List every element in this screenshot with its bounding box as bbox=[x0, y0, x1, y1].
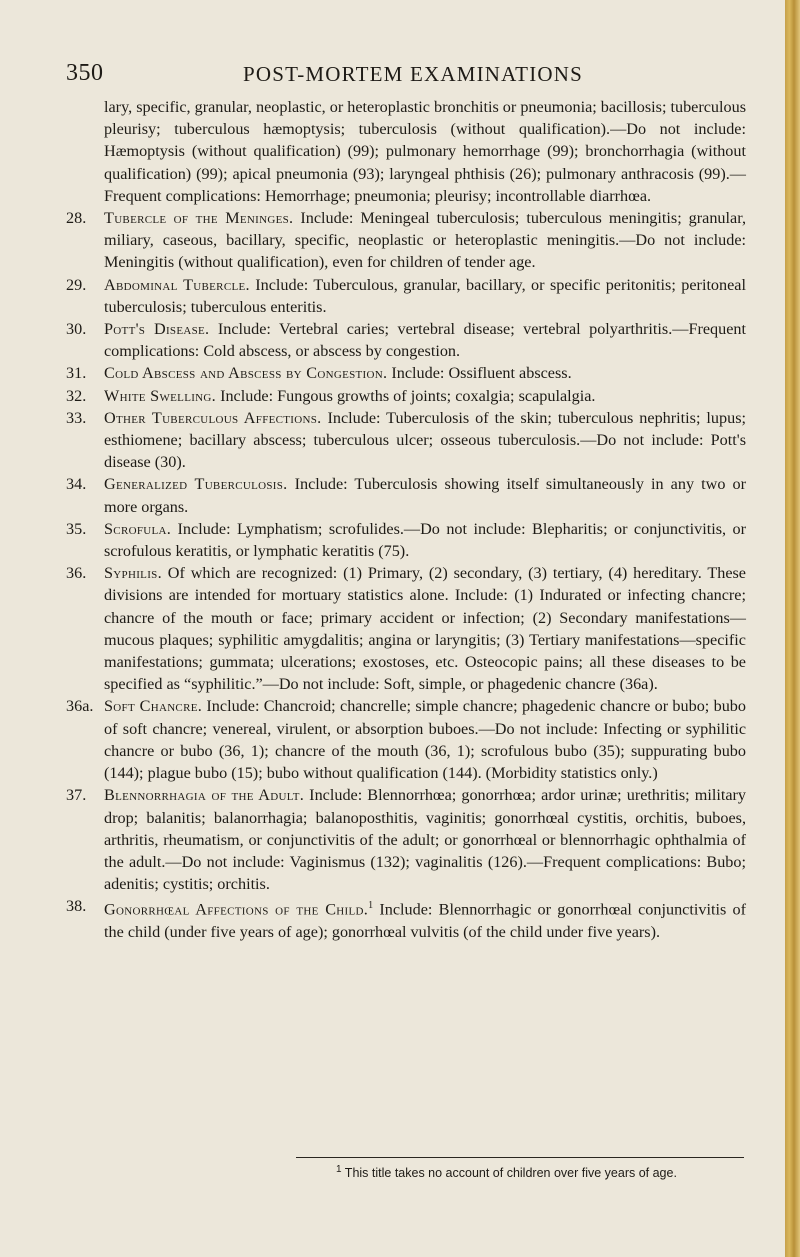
entry-text: Include: Fungous growths of joints; coxalgia; scapulalgia. bbox=[216, 386, 596, 405]
entry-title: Soft Chancre. bbox=[104, 697, 203, 716]
entry-title: Generalized Tuberculosis. bbox=[104, 475, 288, 494]
entry-title: Tubercle of the Meninges. bbox=[104, 209, 294, 228]
footnote-reference[interactable]: 1 bbox=[368, 900, 374, 912]
page-header bbox=[66, 60, 760, 100]
entry-text: Include: Blennorrhagic or gonorrhœal conjunctivitis of the child (under five years of age); gonorrhœal vulvitis (of the child under five years). bbox=[104, 900, 746, 941]
entry-number: 34. bbox=[66, 475, 87, 494]
entry-30 bbox=[66, 318, 746, 362]
entry-text: Include: Ossifluent abscess. bbox=[387, 364, 572, 383]
entry-title: Scrofula. bbox=[104, 519, 172, 538]
entry-number: 31. bbox=[66, 364, 87, 383]
page-number: 350 bbox=[66, 60, 104, 86]
entry-38 bbox=[66, 895, 746, 943]
continued-paragraph: lary, specific, granular, neoplastic, or heteroplastic bronchitis or pneumonia; bacillosis; tuberculous pleurisy; tuberculous hæmoptysis; tuberculosis (without qualification).—Do not include: Hæmoptysis (without qualification) (99); pulmonary hemorrhage (99); bronchorrhagia (without qualification) (99); apical pneumonia (93); laryngeal phthisis (26); pulmonary anthracosis (99).—Frequent complications: Hemorrhage; pneumonia; pleurisy; incontrollable diarrhœa. bbox=[104, 98, 747, 205]
footnote bbox=[336, 1164, 677, 1180]
entry-text: Include: Blennorrhœa; gonorrhœa; ardor urinæ; urethritis; military drop; balanitis; balanorrhagia; balanoposthitis, vaginitis; gonorrhœal cystitis, orchitis, buboes, arthritis, rheumatism, or conjunctivitis of the adult; or gonorrhœal or blennorrhagic ophthalmia of the adult.—Do not include: Vaginismus (132); vaginalitis (126).—Frequent complications: Bubo; adenitis; cystitis; orchitis. bbox=[104, 786, 746, 894]
entry-text: Include: Tuberculous, granular, bacillary, or specific peritonitis; peritoneal tuberculosis; tuberculous enteritis. bbox=[104, 275, 746, 316]
entry-number: 30. bbox=[66, 320, 87, 339]
page-edge bbox=[785, 0, 800, 1257]
entry-number: 32. bbox=[66, 386, 87, 405]
entry-text: Include: Vertebral caries; vertebral disease; vertebral polyarthritis.—Frequent complications: Cold abscess, or abscess by congestion. bbox=[104, 320, 747, 361]
entry-text: Include: Meningeal tuberculosis; tuberculous meningitis; granular, miliary, caseous, bacillary, specific, neoplastic or heteroplastic meningitis.—Do not include: Meningitis (without qualification), even for children of tender age. bbox=[104, 209, 747, 272]
entry-text: Include: Lymphatism; scrofulides.—Do not include: Blepharitis; or conjunctivitis, or scrofulous keratitis, or lymphatic keratitis (75). bbox=[104, 519, 746, 561]
entry-text: Include: Chancroid; chancrelle; simple chancre; phagedenic chancre or bubo; bubo of soft chancre; venereal, virulent, or absorption buboes.—Do not include: Infecting or syphilitic chancre or bubo (36, 1); chancre of the mouth (36, 1); scrofulous bubo (35); suppurating bubo (144); plague bubo (15); bubo without qualification (144). (Morbidity statistics only.) bbox=[104, 697, 746, 783]
footnote-mark: 1 bbox=[336, 1164, 342, 1175]
entry-36 bbox=[66, 562, 746, 695]
entry-number: 38. bbox=[66, 897, 87, 916]
entry-text: Include: Tuberculosis of the skin; tuberculous nephritis; lupus; esthiomene; bacillary abscess; tuberculous ulcer; osseous tuberculosis.—Do not include: Pott's disease (30). bbox=[104, 408, 746, 472]
entry-number: 28. bbox=[66, 209, 87, 228]
running-head: POST-MORTEM EXAMINATIONS bbox=[242, 62, 584, 86]
entry-title: Cold Abscess and Abscess by Congestion. bbox=[104, 364, 388, 383]
entry-32 bbox=[66, 385, 746, 407]
entry-title: Pott's Disease. bbox=[104, 320, 210, 339]
entry-title: Abdominal Tubercle. bbox=[104, 275, 250, 294]
entry-number: 29. bbox=[66, 275, 87, 294]
entry-35 bbox=[66, 518, 746, 562]
entry-title: Blennorrhagia of the Adult. bbox=[104, 786, 305, 805]
entry-28 bbox=[66, 207, 746, 274]
entry-title: Other Tuberculous Affections. bbox=[104, 408, 322, 427]
footnote-rule bbox=[296, 1157, 744, 1158]
entry-number: 37. bbox=[66, 786, 87, 805]
entry-number: 35. bbox=[66, 519, 87, 538]
footnote-text: This title takes no account of children over five years of age. bbox=[341, 1166, 677, 1181]
entry-title: White Swelling. bbox=[104, 386, 217, 405]
entry-number: 36a. bbox=[66, 697, 94, 716]
entry-33 bbox=[66, 407, 746, 474]
entry-36a bbox=[66, 695, 746, 784]
entry-text: Include: Tuberculosis showing itself simultaneously in any two or more organs. bbox=[104, 475, 746, 516]
entry-34 bbox=[66, 473, 746, 517]
entry-text: Of which are recognized: (1) Primary, (2) secondary, (3) tertiary, (4) hereditary. These divisions are intended for mortuary statistics alone. Include: (1) Indurated or infecting chancre; chancre of the mouth or face; primary accident or infection; (2) Secondary manifestations—mucous plaques; syphilitic amygdalitis; angina or laryngitis; (3) Tertiary manifestations—specific manifestations; gummata; ulcerations; exostoses, etc. Osteocopic pains; all these diseases to be specified as “syphilitic.”—Do not include: Soft, simple, or phagedenic chancre (36a). bbox=[104, 564, 746, 694]
page-body bbox=[66, 96, 746, 943]
entry-31 bbox=[66, 362, 746, 384]
entry-number: 33. bbox=[66, 408, 87, 427]
entry-number: 36. bbox=[66, 564, 87, 583]
entry-37 bbox=[66, 784, 746, 895]
entry-29 bbox=[66, 274, 746, 318]
entry-title: Gonorrhœal Affections of the Child. bbox=[104, 900, 369, 919]
entry-title: Syphilis. bbox=[104, 564, 162, 583]
